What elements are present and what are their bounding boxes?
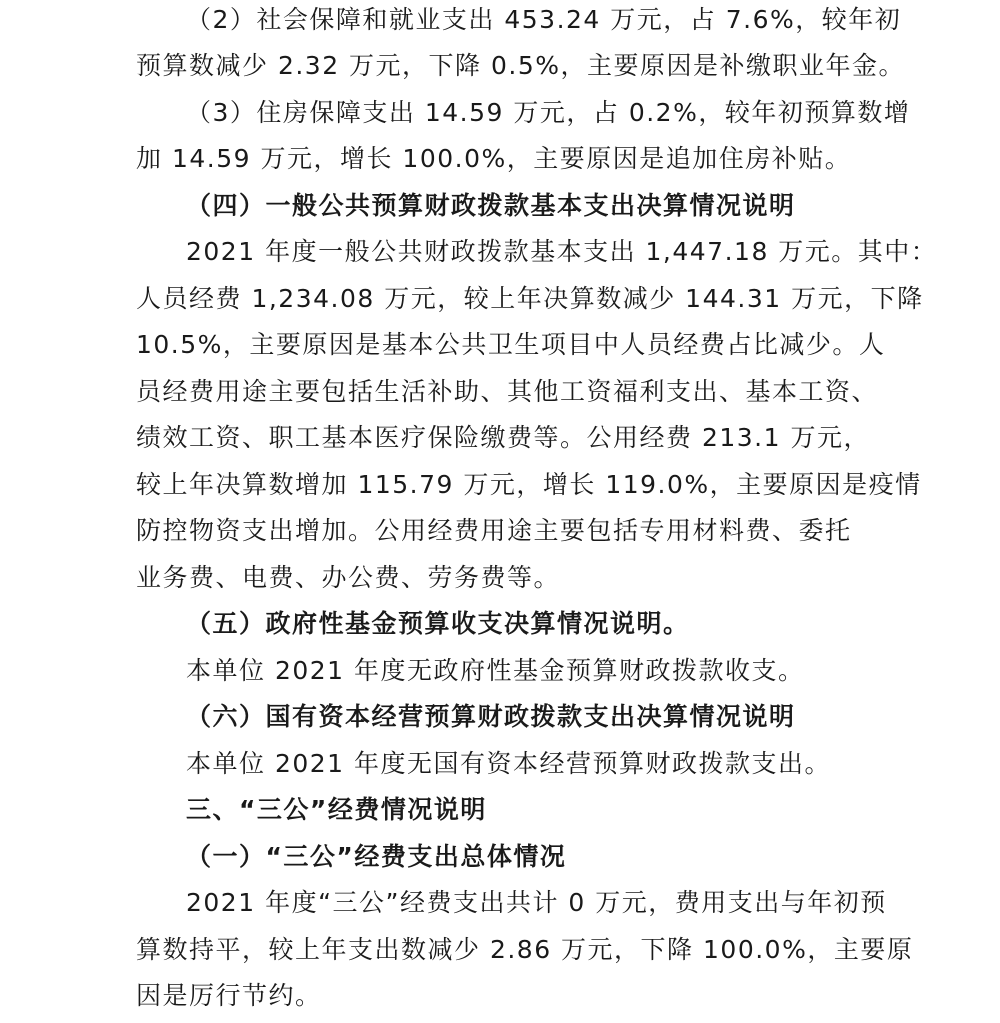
heading-state-capital: （六）国有资本经营预算财政拨款支出决算情况说明 [186, 702, 796, 731]
heading-basic-expenditure: （四）一般公共预算财政拨款基本支出决算情况说明 [186, 191, 796, 220]
paragraph-social-security-line-2: 预算数减少 2.32 万元，下降 0.5%，主要原因是补缴职业年金。 [136, 51, 906, 80]
paragraph-housing-line-1: （3）住房保障支出 14.59 万元，占 0.2%，较年初预算数增 [186, 98, 911, 127]
paragraph-housing-line-2: 加 14.59 万元，增长 100.0%，主要原因是追加住房补贴。 [136, 144, 852, 173]
subheading-three-public-overall: （一）“三公”经费支出总体情况 [186, 842, 567, 871]
heading-three-public-expenses: 三、“三公”经费情况说明 [186, 795, 487, 824]
paragraph-basic-expenditure-line-6: 较上年决算数增加 115.79 万元，增长 119.0%，主要原因是疫情 [136, 470, 922, 499]
paragraph-basic-expenditure-line-8: 业务费、电费、办公费、劳务费等。 [136, 563, 561, 592]
paragraph-three-public-line-2: 算数持平，较上年支出数减少 2.86 万元，下降 100.0%，主要原 [136, 935, 914, 964]
paragraph-basic-expenditure-line-3: 10.5%，主要原因是基本公共卫生项目中人员经费占比减少。人 [136, 330, 886, 359]
paragraph-basic-expenditure-line-2: 人员经费 1,234.08 万元，较上年决算数减少 144.31 万元，下降 [136, 284, 924, 313]
heading-government-fund: （五）政府性基金预算收支决算情况说明。 [186, 609, 690, 638]
paragraph-government-fund: 本单位 2021 年度无政府性基金预算财政拨款收支。 [186, 656, 805, 685]
paragraph-state-capital: 本单位 2021 年度无国有资本经营预算财政拨款支出。 [186, 749, 832, 778]
paragraph-basic-expenditure-line-5: 绩效工资、职工基本医疗保险缴费等。公用经费 213.1 万元， [136, 423, 870, 452]
paragraph-basic-expenditure-line-4: 员经费用途主要包括生活补助、其他工资福利支出、基本工资、 [136, 377, 879, 406]
paragraph-basic-expenditure-line-7: 防控物资支出增加。公用经费用途主要包括专用材料费、委托 [136, 516, 852, 545]
paragraph-basic-expenditure-line-1: 2021 年度一般公共财政拨款基本支出 1,447.18 万元。其中： [186, 237, 938, 266]
paragraph-social-security-line-1: （2）社会保障和就业支出 453.24 万元，占 7.6%，较年初 [186, 5, 902, 34]
paragraph-three-public-line-1: 2021 年度“三公”经费支出共计 0 万元，费用支出与年初预 [186, 888, 887, 917]
paragraph-three-public-line-3: 因是厉行节约。 [136, 981, 322, 1010]
